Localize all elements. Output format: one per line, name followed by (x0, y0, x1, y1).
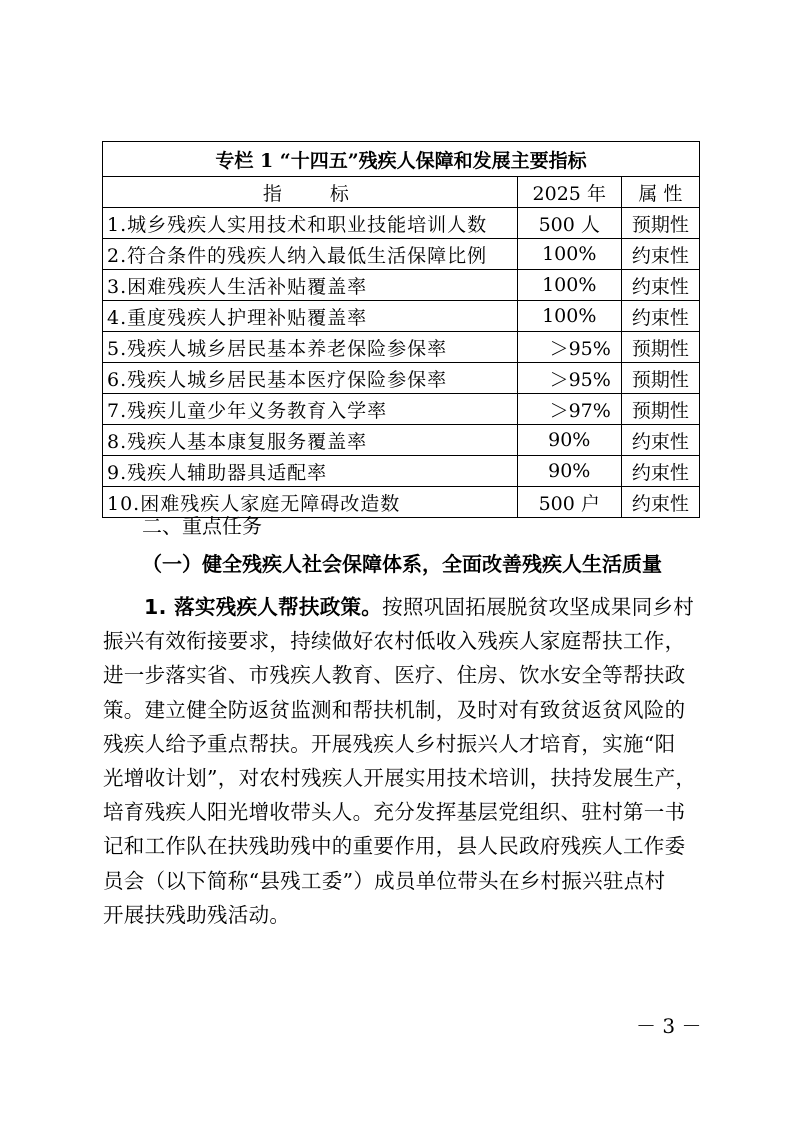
section-heading: 二、重点任务 (142, 514, 262, 538)
row-attr: 约束性 (621, 425, 699, 456)
paragraph-line: 员会（以下简称“县残工委”）成员单位带头在乡村振兴驻点村 (103, 868, 666, 893)
table-row (103, 270, 700, 301)
paragraph-line: 进一步落实省、市残疾人教育、医疗、住房、饮水安全等帮扶政 (103, 663, 686, 688)
row-value: 90% (517, 456, 621, 487)
body-paragraph (103, 590, 699, 932)
row-attr: 约束性 (621, 456, 699, 487)
row-name: 10.困难残疾人家庭无障碍改造数 (103, 487, 518, 518)
row-attr: 约束性 (621, 239, 699, 270)
page-number: － 3 － (636, 1014, 702, 1038)
indicators-table (102, 141, 700, 518)
paragraph-first-line (103, 590, 699, 624)
paragraph-line: 策。建立健全防返贫监测和帮扶机制，及时对有致贫返贫风险的 (103, 697, 686, 722)
row-name: 6.残疾人城乡居民基本医疗保险参保率 (103, 363, 518, 394)
row-value: 100% (517, 301, 621, 332)
row-attr: 预期性 (621, 394, 699, 425)
header-attribute: 属 性 (621, 177, 699, 208)
row-name: 3.困难残疾人生活补贴覆盖率 (103, 270, 518, 301)
row-name: 5.残疾人城乡居民基本养老保险参保率 (103, 332, 518, 363)
table-row (103, 363, 700, 394)
table-row (103, 425, 700, 456)
paragraph-line: 残疾人给予重点帮扶。开展残疾人乡村振兴人才培育，实施“阳 (103, 731, 676, 756)
table-caption-row (103, 142, 700, 177)
paragraph-line: 振兴有效衔接要求，持续做好农村低收入残疾人家庭帮扶工作， (103, 629, 686, 654)
row-value: 500 人 (517, 208, 621, 239)
row-attr: 约束性 (621, 487, 699, 518)
row-attr: 约束性 (621, 270, 699, 301)
table-caption: 专栏 1 “十四五”残疾人保障和发展主要指标 (103, 142, 700, 177)
table-row (103, 394, 700, 425)
row-value: ＞97% (517, 394, 621, 425)
row-name: 4.重度残疾人护理补贴覆盖率 (103, 301, 518, 332)
paragraph-line: 按照巩固拓展脱贫攻坚成果同乡村 (382, 595, 695, 619)
table-header-row (103, 177, 700, 208)
row-attr: 预期性 (621, 208, 699, 239)
row-name: 8.残疾人基本康复服务覆盖率 (103, 425, 518, 456)
table-row (103, 301, 700, 332)
row-name: 9.残疾人辅助器具适配率 (103, 456, 518, 487)
header-year: 2025 年 (517, 177, 621, 208)
table-row (103, 456, 700, 487)
paragraph-lead: 1. 落实残疾人帮扶政策。 (144, 595, 383, 619)
row-value: ＞95% (517, 363, 621, 394)
header-indicator: 指标 (103, 177, 518, 208)
row-value: ＞95% (517, 332, 621, 363)
paragraph-line: 开展扶残助残活动。 (103, 902, 291, 927)
row-name: 7.残疾儿童少年义务教育入学率 (103, 394, 518, 425)
row-value: 500 户 (517, 487, 621, 518)
row-value: 100% (517, 239, 621, 270)
paragraph-line: 记和工作队在扶残助残中的重要作用，县人民政府残疾人工作委 (103, 834, 686, 859)
row-attr: 约束性 (621, 301, 699, 332)
table-row (103, 239, 700, 270)
row-value: 100% (517, 270, 621, 301)
paragraph-line: 光增收计划”，对农村残疾人开展实用技术培训，扶持发展生产， (103, 766, 697, 791)
row-name: 1.城乡残疾人实用技术和职业技能培训人数 (103, 208, 518, 239)
row-attr: 预期性 (621, 332, 699, 363)
table-row (103, 332, 700, 363)
paragraph-line: 培育残疾人阳光增收带头人。充分发挥基层党组织、驻村第一书 (103, 800, 686, 825)
row-value: 90% (517, 425, 621, 456)
table-row (103, 208, 700, 239)
row-attr: 预期性 (621, 363, 699, 394)
subsection-heading: （一）健全残疾人社会保障体系，全面改善残疾人生活质量 (142, 552, 662, 576)
row-name: 2.符合条件的残疾人纳入最低生活保障比例 (103, 239, 518, 270)
